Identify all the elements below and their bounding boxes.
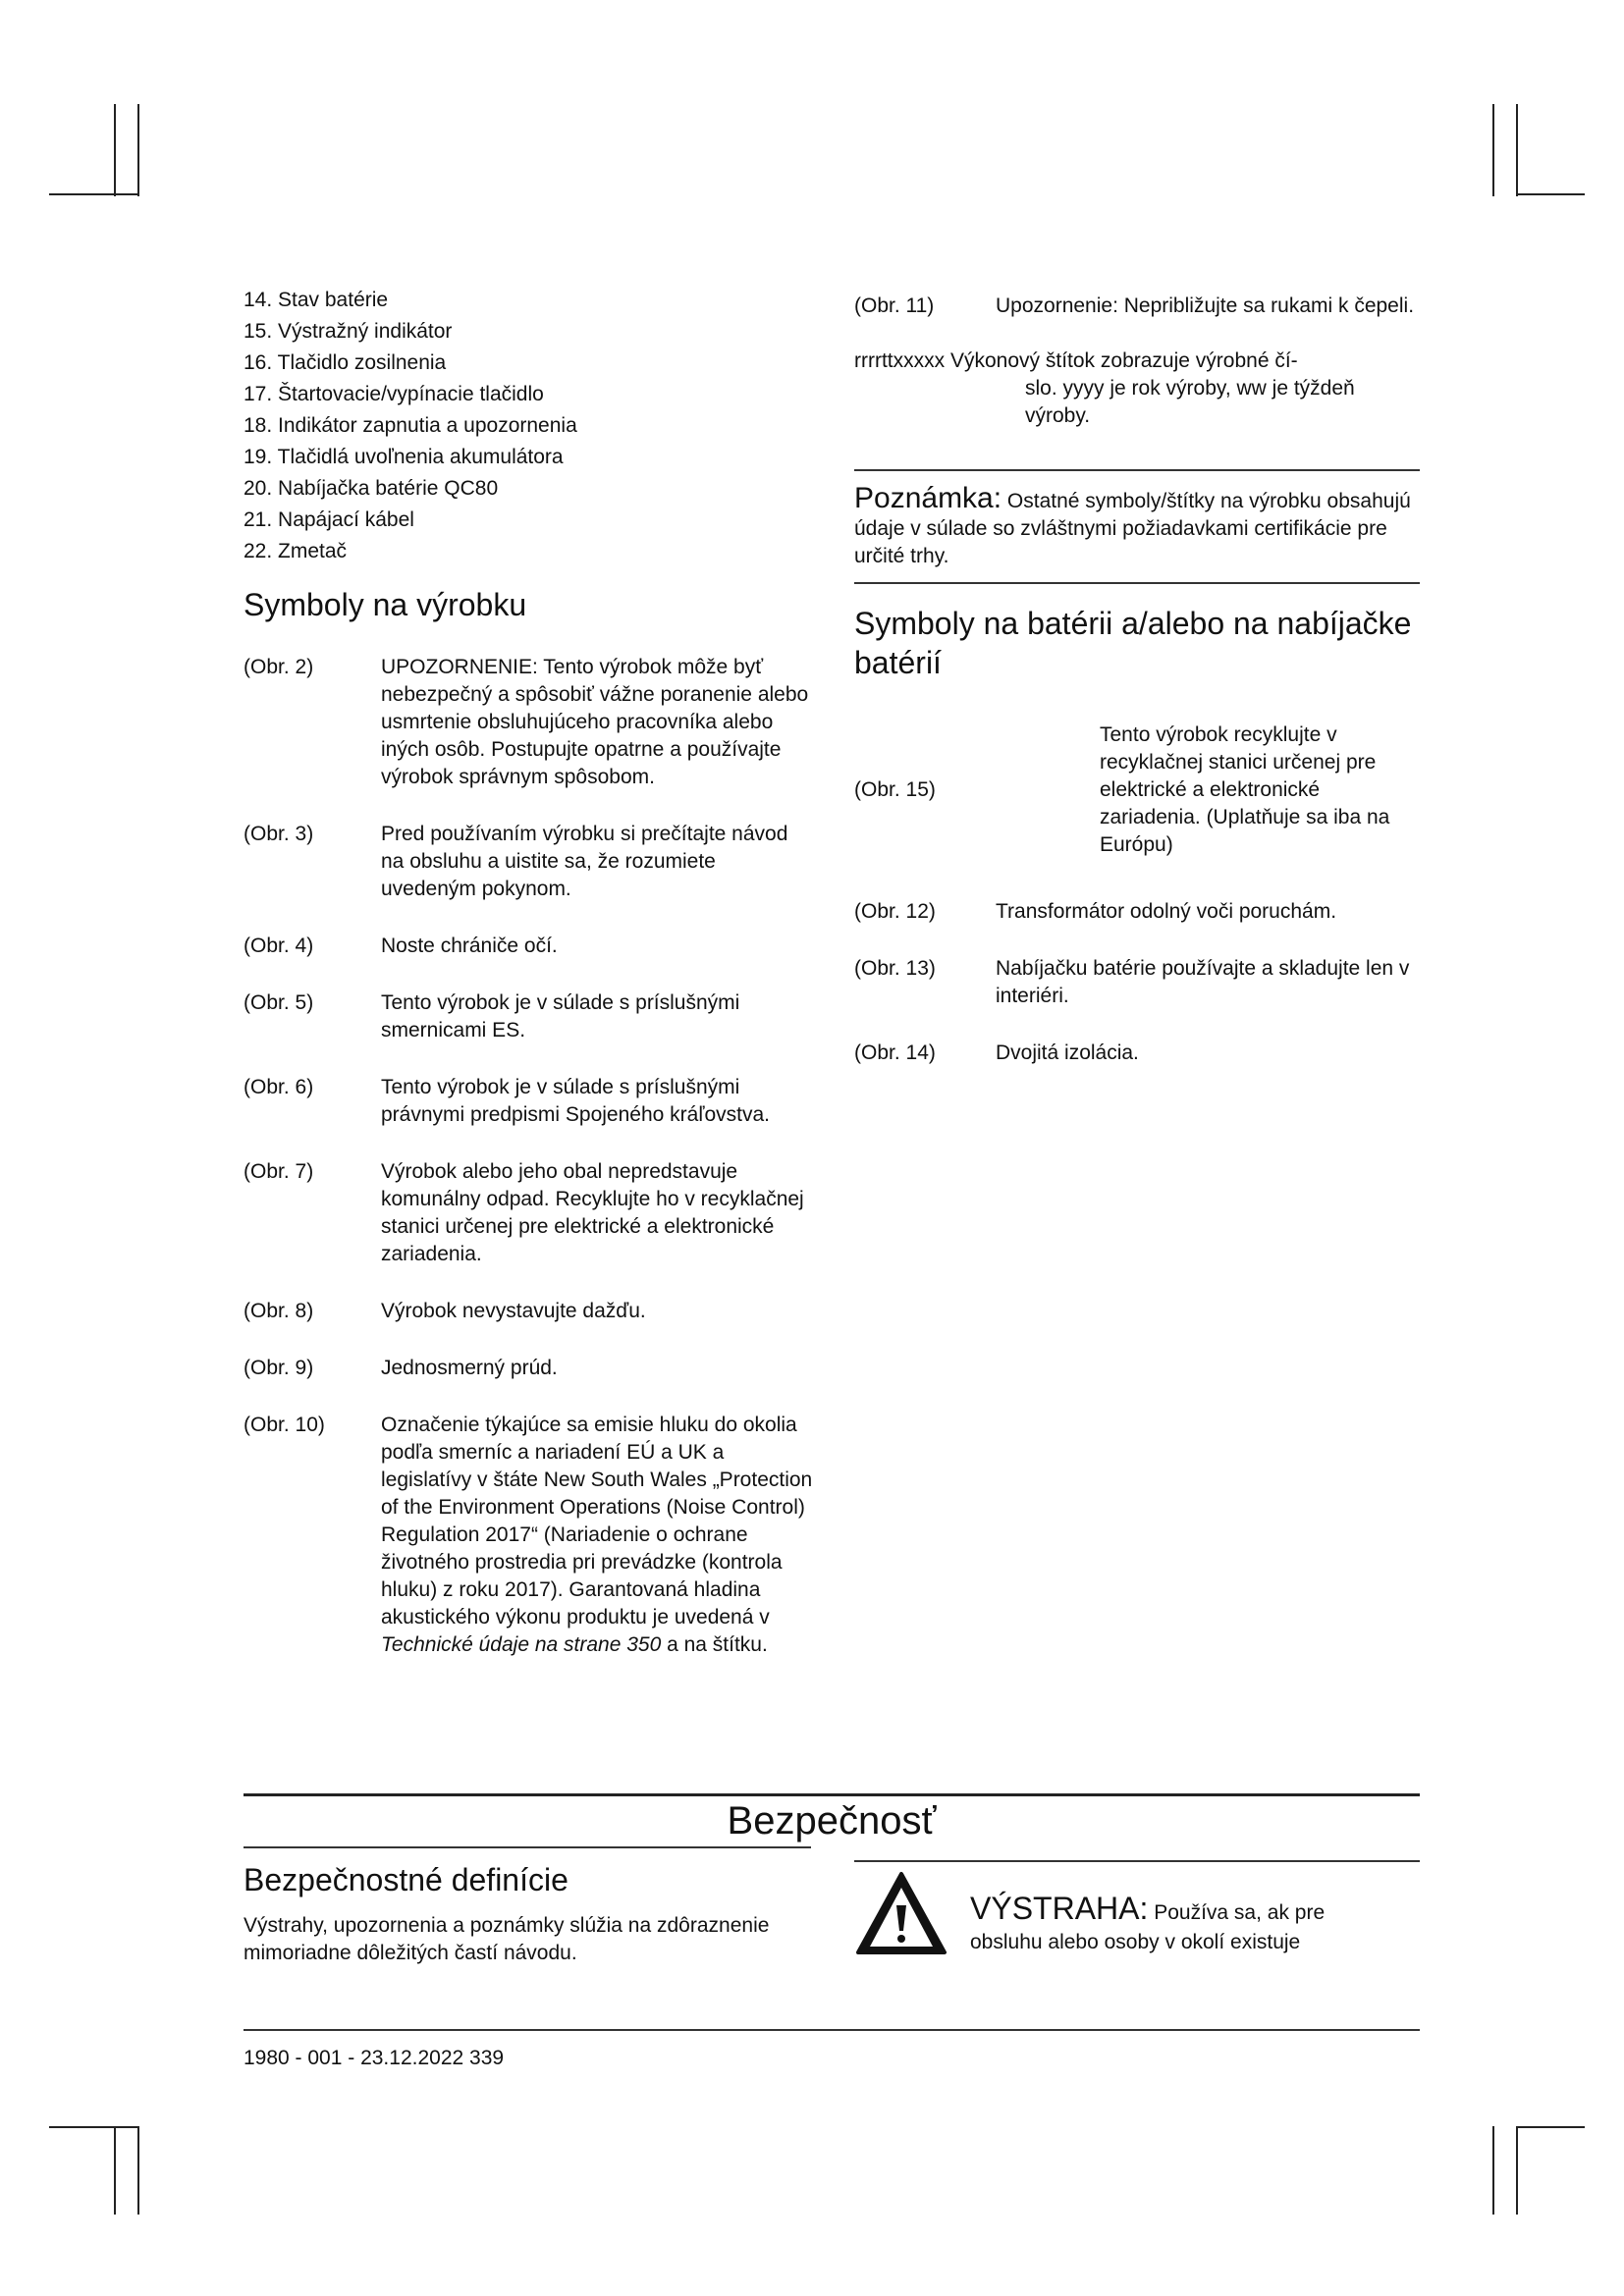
plate-code: rrrrttxxxxx (854, 349, 946, 372)
crop-mark (114, 104, 116, 196)
noise-text: Označenie týkajúce sa emisie hluku do okolia podľa smerníc a nariadení EÚ a UK a legislatívy v štáte New South Wales „Protection of the Environment Operations (Noise Control) Regulation 2017“ (Nariadenie o ochrane životného prostredia pri prevádzke (kontrola hluku) z roku 2017). Garantovaná hladina akustického výkonu produktu je uvedená v (381, 1414, 813, 1629)
divider (244, 2029, 1420, 2031)
figure-ref: (Obr. 15) (854, 778, 936, 801)
page-footer: 1980 - 001 - 23.12.2022 339 (244, 2047, 505, 2069)
figure-ref: (Obr. 14) (854, 1041, 936, 1064)
crop-mark (1516, 193, 1585, 195)
symbol-entry (854, 293, 1420, 320)
list-item: 15. Výstražný indikátor (244, 320, 453, 343)
figure-ref: (Obr. 6) (244, 1076, 314, 1098)
symbol-text: Upozornenie: Nepribližujte sa rukami k čepeli. (996, 294, 1415, 317)
symbol-entry (854, 1040, 1420, 1067)
note-text: Ostatné symboly/štítky na výrobku obsahujú údaje v súlade so zvláštnymi požiadavkami certifikácie pre určité trhy. (854, 490, 1411, 567)
symbol-entry (244, 1412, 813, 1659)
figure-ref: (Obr. 4) (244, 934, 314, 957)
component-list (244, 285, 813, 567)
plate-text: Výkonový štítok zobrazuje výrobné čí- (950, 349, 1298, 372)
note-block (854, 471, 1420, 582)
divider (854, 582, 1420, 584)
safety-title: Bezpečnosť (727, 1799, 937, 1842)
symbol-entry (244, 1074, 813, 1129)
divider (854, 1860, 1420, 1862)
figure-ref: (Obr. 8) (244, 1300, 314, 1322)
figure-ref: (Obr. 2) (244, 656, 314, 678)
symbol-text: Pred používaním výrobku si prečítajte návod na obsluhu a uistite sa, že rozumiete uvedeným pokynom. (381, 823, 788, 900)
symbol-entry (244, 1158, 813, 1268)
crop-mark (1492, 2126, 1494, 2215)
symbol-text: Dvojitá izolácia. (996, 1041, 1139, 1064)
symbol-text: UPOZORNENIE: Tento výrobok môže byť nebezpečný a spôsobiť vážne poranenie alebo usmrtenie obsluhujúceho pracovníka alebo iných osôb. Postupujte opatrne a používajte výrobok správnym spôsobom. (381, 656, 809, 788)
symbol-entry (854, 721, 1420, 859)
figure-ref: (Obr. 13) (854, 957, 936, 980)
note-label: Poznámka: (854, 482, 1002, 514)
crop-mark (1516, 2126, 1518, 2215)
figure-ref: (Obr. 3) (244, 823, 314, 845)
warning-triangle-icon (854, 1870, 948, 1958)
rating-plate-entry (854, 347, 1420, 430)
figure-ref: (Obr. 9) (244, 1357, 314, 1379)
symbol-text: Tento výrobok recyklujte v recyklačnej stanici určenej pre elektrické a elektronické zariadenia. (Uplatňuje sa iba na Európu) (1100, 723, 1390, 856)
figure-ref: (Obr. 7) (244, 1160, 314, 1183)
warning-text-block (970, 1870, 1325, 1958)
list-item: 19. Tlačidlá uvoľnenia akumulátora (244, 446, 564, 468)
figure-ref: (Obr. 10) (244, 1414, 325, 1436)
crop-mark (137, 2126, 139, 2215)
list-item: 17. Štartovacie/vypínacie tlačidlo (244, 383, 544, 405)
list-item: 14. Stav batérie (244, 289, 389, 311)
left-column (244, 285, 813, 1688)
list-item: 16. Tlačidlo zosilnenia (244, 351, 447, 374)
plate-text: výroby. (1025, 404, 1091, 427)
symbol-entry (244, 989, 813, 1044)
technical-data-link[interactable]: Technické údaje na strane 350 (381, 1633, 662, 1656)
figure-ref: (Obr. 5) (244, 991, 314, 1014)
symbol-entry (244, 1355, 813, 1382)
symbol-text: Výrobok alebo jeho obal nepredstavuje komunálny odpad. Recyklujte ho v recyklačnej stanici určenej pre elektrické a elektronické zariadenia. (381, 1160, 804, 1265)
crop-mark (1516, 104, 1518, 196)
symbol-entry (854, 898, 1420, 926)
divider (244, 1793, 1420, 1796)
warning-block (854, 1870, 1420, 1958)
list-item: 22. Zmetač (244, 540, 348, 562)
symbol-text: Noste chrániče očí. (381, 934, 558, 957)
divider (244, 1846, 811, 1848)
plate-text: slo. yyyy je rok výroby, ww je týždeň (1025, 377, 1355, 400)
product-symbols-heading: Symboly na výrobku (244, 587, 527, 622)
list-item: 20. Nabíjačka batérie QC80 (244, 477, 499, 500)
list-item: 18. Indikátor zapnutia a upozornenia (244, 414, 577, 437)
noise-text-end: a na štítku. (661, 1633, 768, 1656)
crop-mark (1492, 104, 1494, 196)
crop-mark (137, 104, 139, 196)
symbol-text: Tento výrobok je v súlade s príslušnými právnymi predpismi Spojeného kráľovstva. (381, 1076, 770, 1126)
warning-text: obsluhu alebo osoby v okolí existuje (970, 1931, 1301, 1953)
definitions-heading: Bezpečnostné definície (244, 1862, 568, 1897)
list-item: 21. Napájací kábel (244, 508, 414, 531)
warning-label: VÝSTRAHA: (970, 1891, 1149, 1926)
crop-mark (49, 2126, 139, 2128)
symbol-text: Nabíjačku batérie používajte a skladujte len v interiéri. (996, 957, 1410, 1007)
symbol-entry (244, 821, 813, 903)
crop-mark (1516, 2126, 1585, 2128)
definitions-text: Výstrahy, upozornenia a poznámky slúžia na zdôraznenie mimoriadne dôležitých častí návodu. (244, 1914, 770, 1964)
symbol-text: Transformátor odolný voči poruchám. (996, 900, 1337, 923)
symbol-entry (244, 933, 813, 960)
battery-symbols-heading: Symboly na batérii a/alebo na nabíjačke batérií (854, 606, 1412, 680)
crop-mark (49, 193, 139, 195)
crop-mark (114, 2126, 116, 2215)
figure-ref: (Obr. 12) (854, 900, 936, 923)
symbol-entry (854, 955, 1420, 1010)
symbol-entry (244, 654, 813, 791)
symbol-text: Výrobok nevystavujte dažďu. (381, 1300, 646, 1322)
symbol-text: Jednosmerný prúd. (381, 1357, 558, 1379)
symbol-text (381, 1412, 813, 1659)
symbol-entry (244, 1298, 813, 1325)
symbol-text: Tento výrobok je v súlade s príslušnými smernicami ES. (381, 991, 740, 1041)
right-column (854, 293, 1420, 1096)
warning-text: Používa sa, ak pre (1154, 1901, 1326, 1924)
figure-ref: (Obr. 11) (854, 294, 935, 317)
